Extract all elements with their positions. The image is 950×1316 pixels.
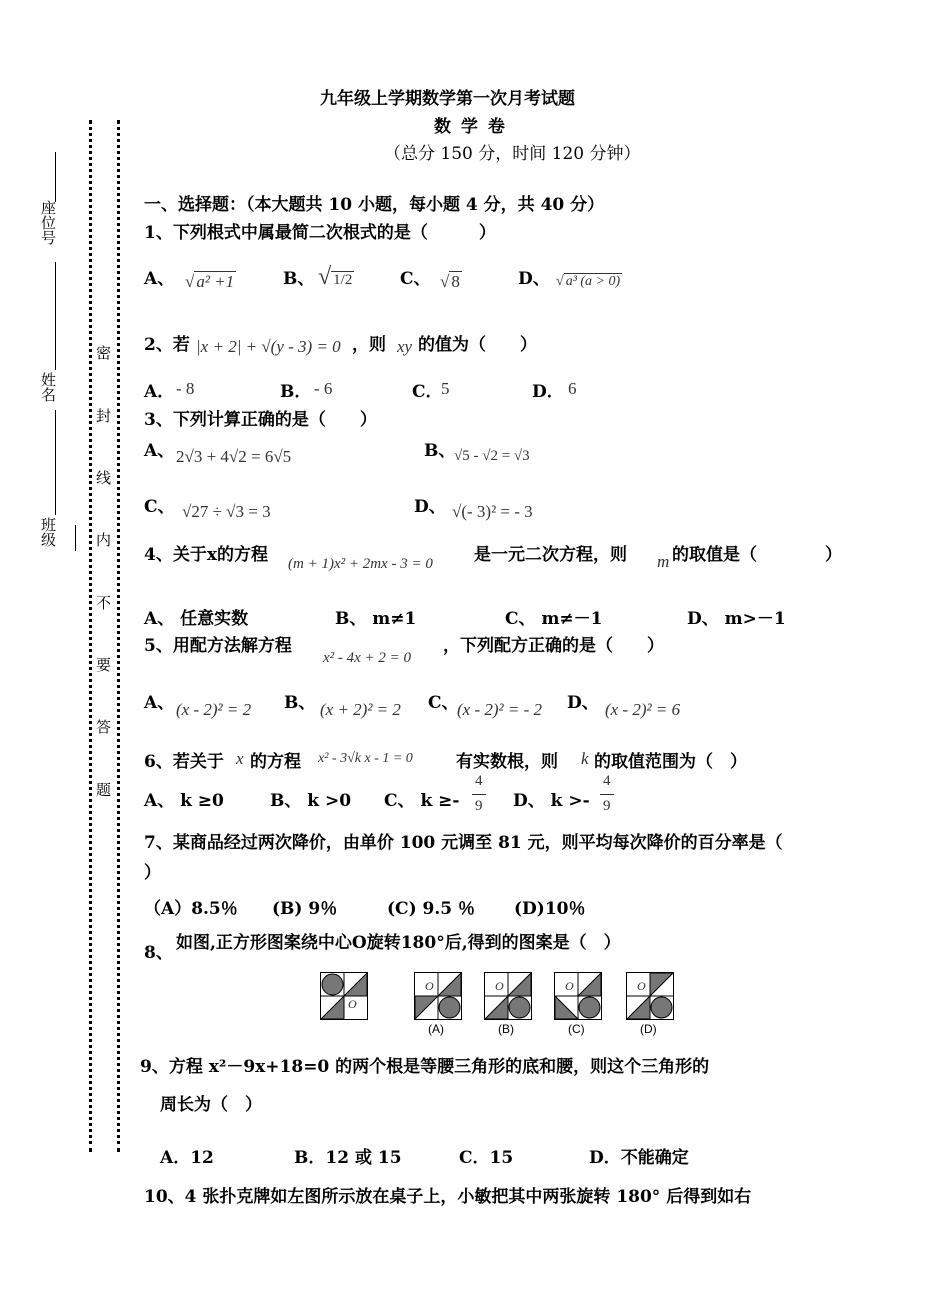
q1-opt-a: √ a² +1 <box>185 272 235 291</box>
q1-opt-b: √ 1/2 <box>318 264 353 290</box>
seat-underline <box>55 152 56 202</box>
figure-d-center-label: O <box>637 979 646 993</box>
q4-post: 的取值是（ ） <box>672 545 842 565</box>
q5-post: ，下列配方正确的是（ ） <box>443 636 664 656</box>
q3-label-a: A、 <box>144 441 175 461</box>
q6-x: x <box>236 749 244 768</box>
q8-figure-c <box>554 972 602 1020</box>
q4-mid: 是一元二次方程，则 <box>474 545 627 565</box>
q6-opt-c: C、 k ≥- <box>384 791 460 811</box>
section-heading: 一、选择题：（本大题共 10 小题，每小题 4 分，共 40 分） <box>144 195 605 215</box>
figure-b-center-label: O <box>495 979 504 993</box>
seal-char: 封 <box>96 407 112 425</box>
q3-stem: 3、下列计算正确的是（ ） <box>144 410 377 430</box>
q6-frac-d-den: 9 <box>603 798 611 814</box>
q9-stem-end: 周长为（ ） <box>160 1095 262 1115</box>
figure-d-drawing <box>627 973 673 1019</box>
q6-opt-b: B、 k >0 <box>270 791 352 811</box>
q6-frac-c-bar <box>472 794 486 795</box>
original-center-label: O <box>348 997 357 1011</box>
figure-c-drawing <box>555 973 601 1019</box>
q9-opt-b: B．12 或 15 <box>294 1148 402 1168</box>
figure-a-center-label: O <box>425 979 434 993</box>
q2-post: 的值为（ ） <box>418 335 537 355</box>
q8-figure-a-label: (A) <box>428 1022 444 1036</box>
q3-label-d: D、 <box>414 497 446 517</box>
q1-label-b: B、 <box>283 269 315 289</box>
q6-post2: 的取值范围为（ ） <box>594 752 747 772</box>
original-figure-drawing <box>321 973 367 1019</box>
q2-opt-b: - 6 <box>314 379 333 398</box>
q2-opt-d: 6 <box>568 379 577 398</box>
name-label: 姓名 <box>39 372 57 402</box>
q3-opt-a: 2√3 + 4√2 = 6√5 <box>176 447 292 466</box>
q8-figure-d <box>626 972 674 1020</box>
q2-opt-c: 5 <box>441 379 450 398</box>
q4-opt-b: B、 m≠1 <box>335 609 417 629</box>
q8-original-figure <box>320 972 368 1020</box>
q5-label-d: D、 <box>567 693 599 713</box>
q3-opt-c: √27 ÷ √3 = 3 <box>182 502 271 521</box>
q7-opt-d: (D)10％ <box>514 899 586 919</box>
q3-label-c: C、 <box>144 497 175 517</box>
q4-opt-a: A、 任意实数 <box>144 609 249 629</box>
q6-post: 有实数根，则 <box>456 752 558 772</box>
q5-pre: 5、用配方法解方程 <box>144 636 292 656</box>
q8-figure-d-label: (D) <box>640 1022 657 1036</box>
q1-label-c: C、 <box>400 269 431 289</box>
q9-opt-d: D．不能确定 <box>589 1148 689 1168</box>
q6-frac-d-bar <box>600 794 614 795</box>
q9-opt-c: C．15 <box>459 1148 514 1168</box>
q1-label-d: D、 <box>518 269 550 289</box>
page-subtitle: 数 学 卷 <box>434 117 507 137</box>
q6-opt-a: A、 k ≥0 <box>144 791 224 811</box>
q2-pre: 2、若 <box>144 335 190 355</box>
q6-pre: 6、若关于 <box>144 752 224 772</box>
q6-expr: x² - 3√k x - 1 = 0 <box>318 751 413 766</box>
q2-label-a: A． <box>144 382 175 402</box>
q7-opt-c: (C) 9.5 ％ <box>387 899 476 919</box>
q5-opt-c: (x - 2)² = - 2 <box>457 700 543 719</box>
q2-label-c: C． <box>412 382 443 402</box>
seal-char: 线 <box>96 469 112 487</box>
q9-opt-a: A．12 <box>160 1148 214 1168</box>
q5-opt-a: (x - 2)² = 2 <box>176 700 252 719</box>
q6-frac-c-den: 9 <box>475 798 483 814</box>
q4-m: m <box>657 552 670 571</box>
q3-opt-d: √(- 3)² = - 3 <box>452 502 533 521</box>
q2-opt-a: - 8 <box>176 379 195 398</box>
seal-char: 题 <box>96 781 112 799</box>
q2-label-b: B． <box>280 382 312 402</box>
q8-figure-b <box>484 972 532 1020</box>
seal-char: 内 <box>96 531 112 549</box>
q2-expr: |x + 2| + √(y - 3) = 0 <box>196 337 341 356</box>
q4-opt-d: D、 m>－1 <box>687 609 786 629</box>
seat-label: 座位号 <box>39 200 57 245</box>
q6-frac-c-num: 4 <box>475 773 483 789</box>
q8-stem: 如图,正方形图案绕中心O旋转180°后,得到的图案是（ ） <box>176 933 621 953</box>
seal-char: 要 <box>96 656 112 674</box>
q8-figure-a <box>414 972 462 1020</box>
q2-mid: ，则 <box>352 335 386 355</box>
figure-a-drawing <box>415 973 461 1019</box>
q6-opt-d: D、 k >- <box>513 791 590 811</box>
q10-stem: 10、4 张扑克牌如左图所示放在桌子上，小敏把其中两张旋转 180° 后得到如右 <box>144 1187 752 1207</box>
q4-expr: (m + 1)x² + 2mx - 3 = 0 <box>288 556 433 572</box>
exam-info: （总分 150 分，时间 120 分钟） <box>384 144 641 164</box>
figure-c-center-label: O <box>565 979 574 993</box>
figure-b-drawing <box>485 973 531 1019</box>
q6-mid: 的方程 <box>250 752 301 772</box>
seal-char: 密 <box>96 344 112 362</box>
class-mark <box>75 525 76 551</box>
q6-k: k <box>581 749 589 768</box>
q5-label-b: B、 <box>284 693 316 713</box>
class-underline <box>55 410 56 515</box>
q4-opt-c: C、 m≠－1 <box>505 609 603 629</box>
binding-line-outer <box>89 120 92 1152</box>
q2-label-d: D． <box>532 382 564 402</box>
q8-figure-c-label: (C) <box>568 1022 585 1036</box>
q5-opt-b: (x + 2)² = 2 <box>320 700 401 719</box>
q5-label-c: C、 <box>428 693 459 713</box>
q9-stem: 9、方程 x²－9x+18=0 的两个根是等腰三角形的底和腰，则这个三角形的 <box>140 1057 710 1077</box>
q5-expr: x² - 4x + 2 = 0 <box>323 650 412 666</box>
q8-num: 8、 <box>144 943 173 963</box>
q7-stem: 7、某商品经过两次降价，由单价 100 元调至 81 元，则平均每次降价的百分率是（ <box>144 833 783 853</box>
q5-label-a: A、 <box>144 693 175 713</box>
q1-opt-c: √ 8 <box>440 272 460 291</box>
class-label: 班级 <box>39 517 57 547</box>
q7-stem-end: ） <box>144 863 161 883</box>
q6-frac-d-num: 4 <box>603 773 611 789</box>
q5-opt-d: (x - 2)² = 6 <box>605 700 681 719</box>
q4-pre: 4、关于x的方程 <box>144 545 268 565</box>
q2-xy: xy <box>397 337 413 356</box>
q1-label-a: A、 <box>144 269 175 289</box>
q3-opt-b: √5 - √2 = √3 <box>454 448 530 464</box>
q3-label-b: B、 <box>424 441 456 461</box>
q7-opt-a: （A）8.5％ <box>144 899 238 919</box>
seal-char: 不 <box>96 594 112 612</box>
q7-opt-b: (B) 9％ <box>272 899 338 919</box>
seal-char: 答 <box>96 718 112 736</box>
q8-figure-b-label: (B) <box>498 1022 514 1036</box>
name-underline <box>55 262 56 370</box>
page-title: 九年级上学期数学第一次月考试题 <box>320 89 575 109</box>
q1-opt-d: √ a³ (a > 0) <box>556 274 621 289</box>
binding-line-inner <box>117 120 120 1152</box>
q1-stem: 1、下列根式中属最简二次根式的是（ ） <box>144 223 496 243</box>
